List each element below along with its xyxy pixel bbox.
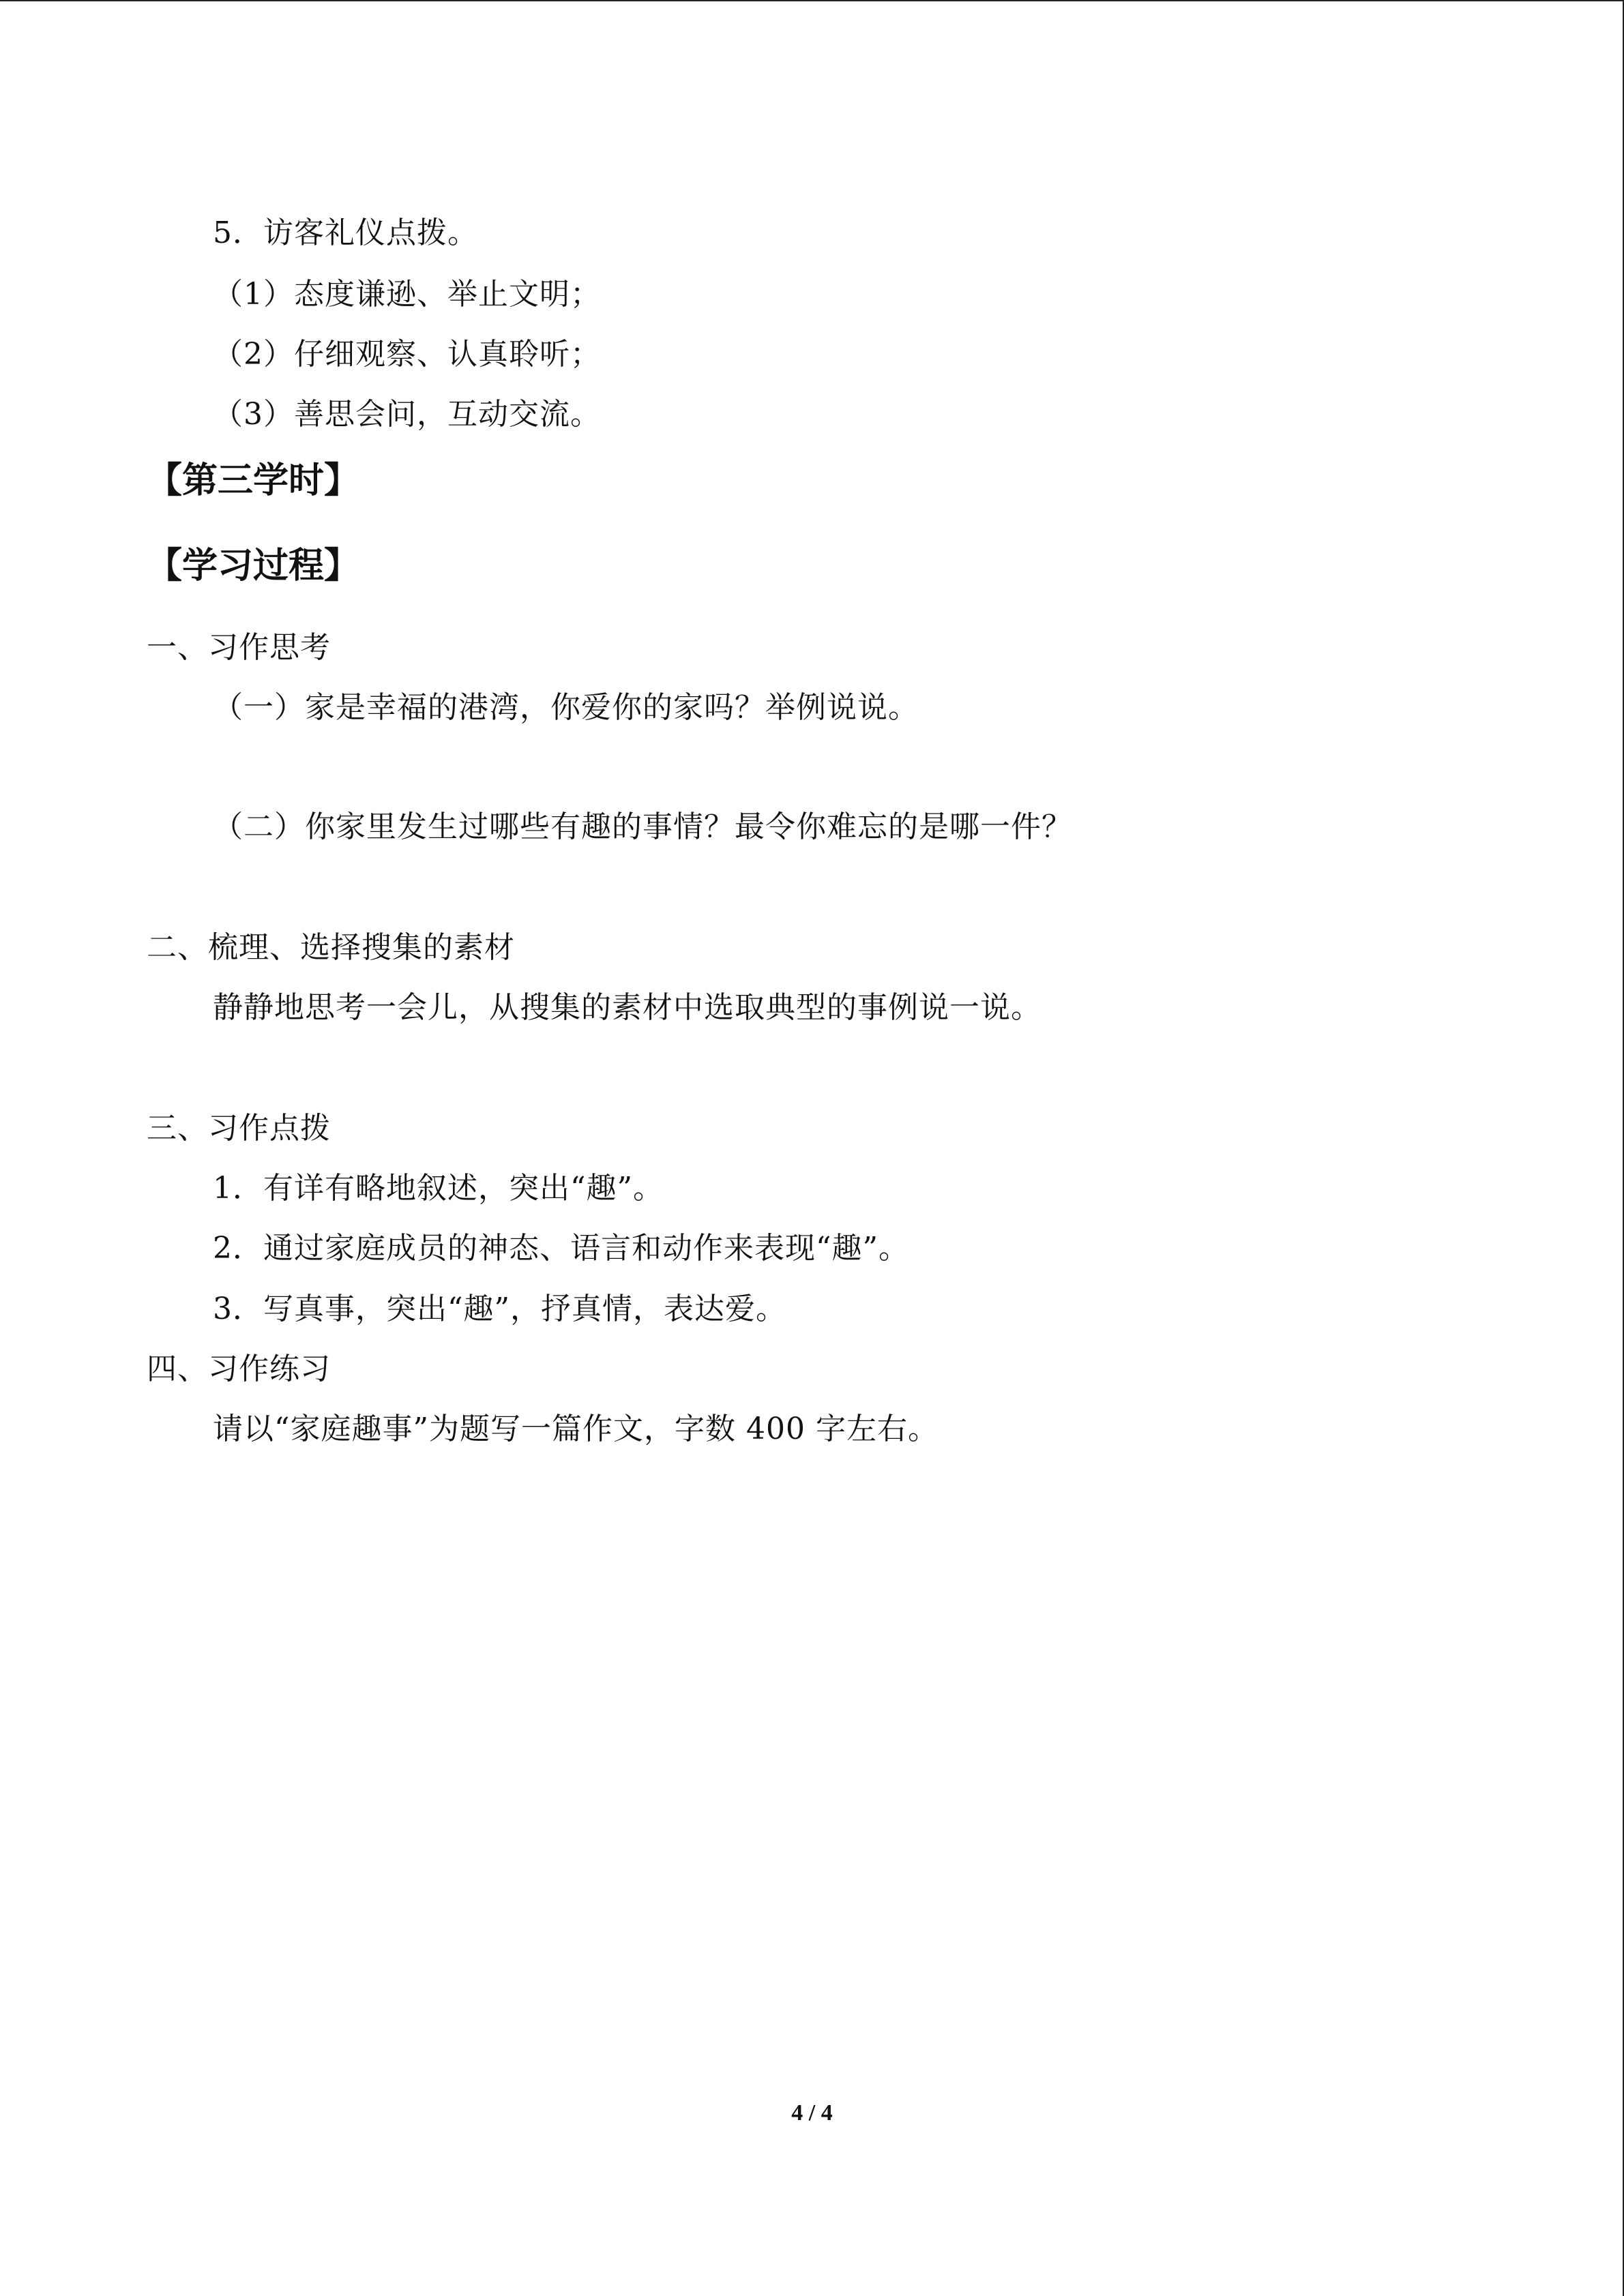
heading-learning-process: 【学习过程】 [147,546,360,586]
part-4-title: 四、习作练习 [147,1352,331,1386]
part-3-point-2: 2．通过家庭成员的神态、语言和动作来表现“趣”。 [213,1231,909,1266]
page-number: 4 / 4 [791,2100,833,2126]
sub-item-1: （1）态度谦逊、举止文明； [213,277,601,312]
part-4-text: 请以“家庭趣事”为题写一篇作文，字数 400 字左右。 [213,1412,939,1446]
sub-item-2: （2）仔细观察、认真聆听； [213,337,601,372]
part-3-title: 三、习作点拨 [147,1111,331,1146]
part-2-title: 二、梳理、选择搜集的素材 [147,930,515,965]
heading-third-period: 【第三学时】 [147,460,360,501]
part-2-text: 静静地思考一会儿，从搜集的素材中选取典型的事例说一说。 [213,990,1042,1025]
part-1-title: 一、习作思考 [147,630,331,665]
item-5-etiquette: 5．访客礼仪点拨。 [213,215,478,250]
part-1-question-1: （一）家是幸福的港湾，你爱你的家吗？举例说说。 [213,690,919,725]
sub-item-3: （3）善思会问，互动交流。 [213,397,601,432]
part-3-point-3: 3．写真事，突出“趣”，抒真情，表达爱。 [213,1292,786,1326]
part-3-point-1: 1．有详有略地叙述，突出“趣”。 [213,1171,664,1206]
part-1-question-2: （二）你家里发生过哪些有趣的事情？最令你难忘的是哪一件？ [213,809,1072,844]
